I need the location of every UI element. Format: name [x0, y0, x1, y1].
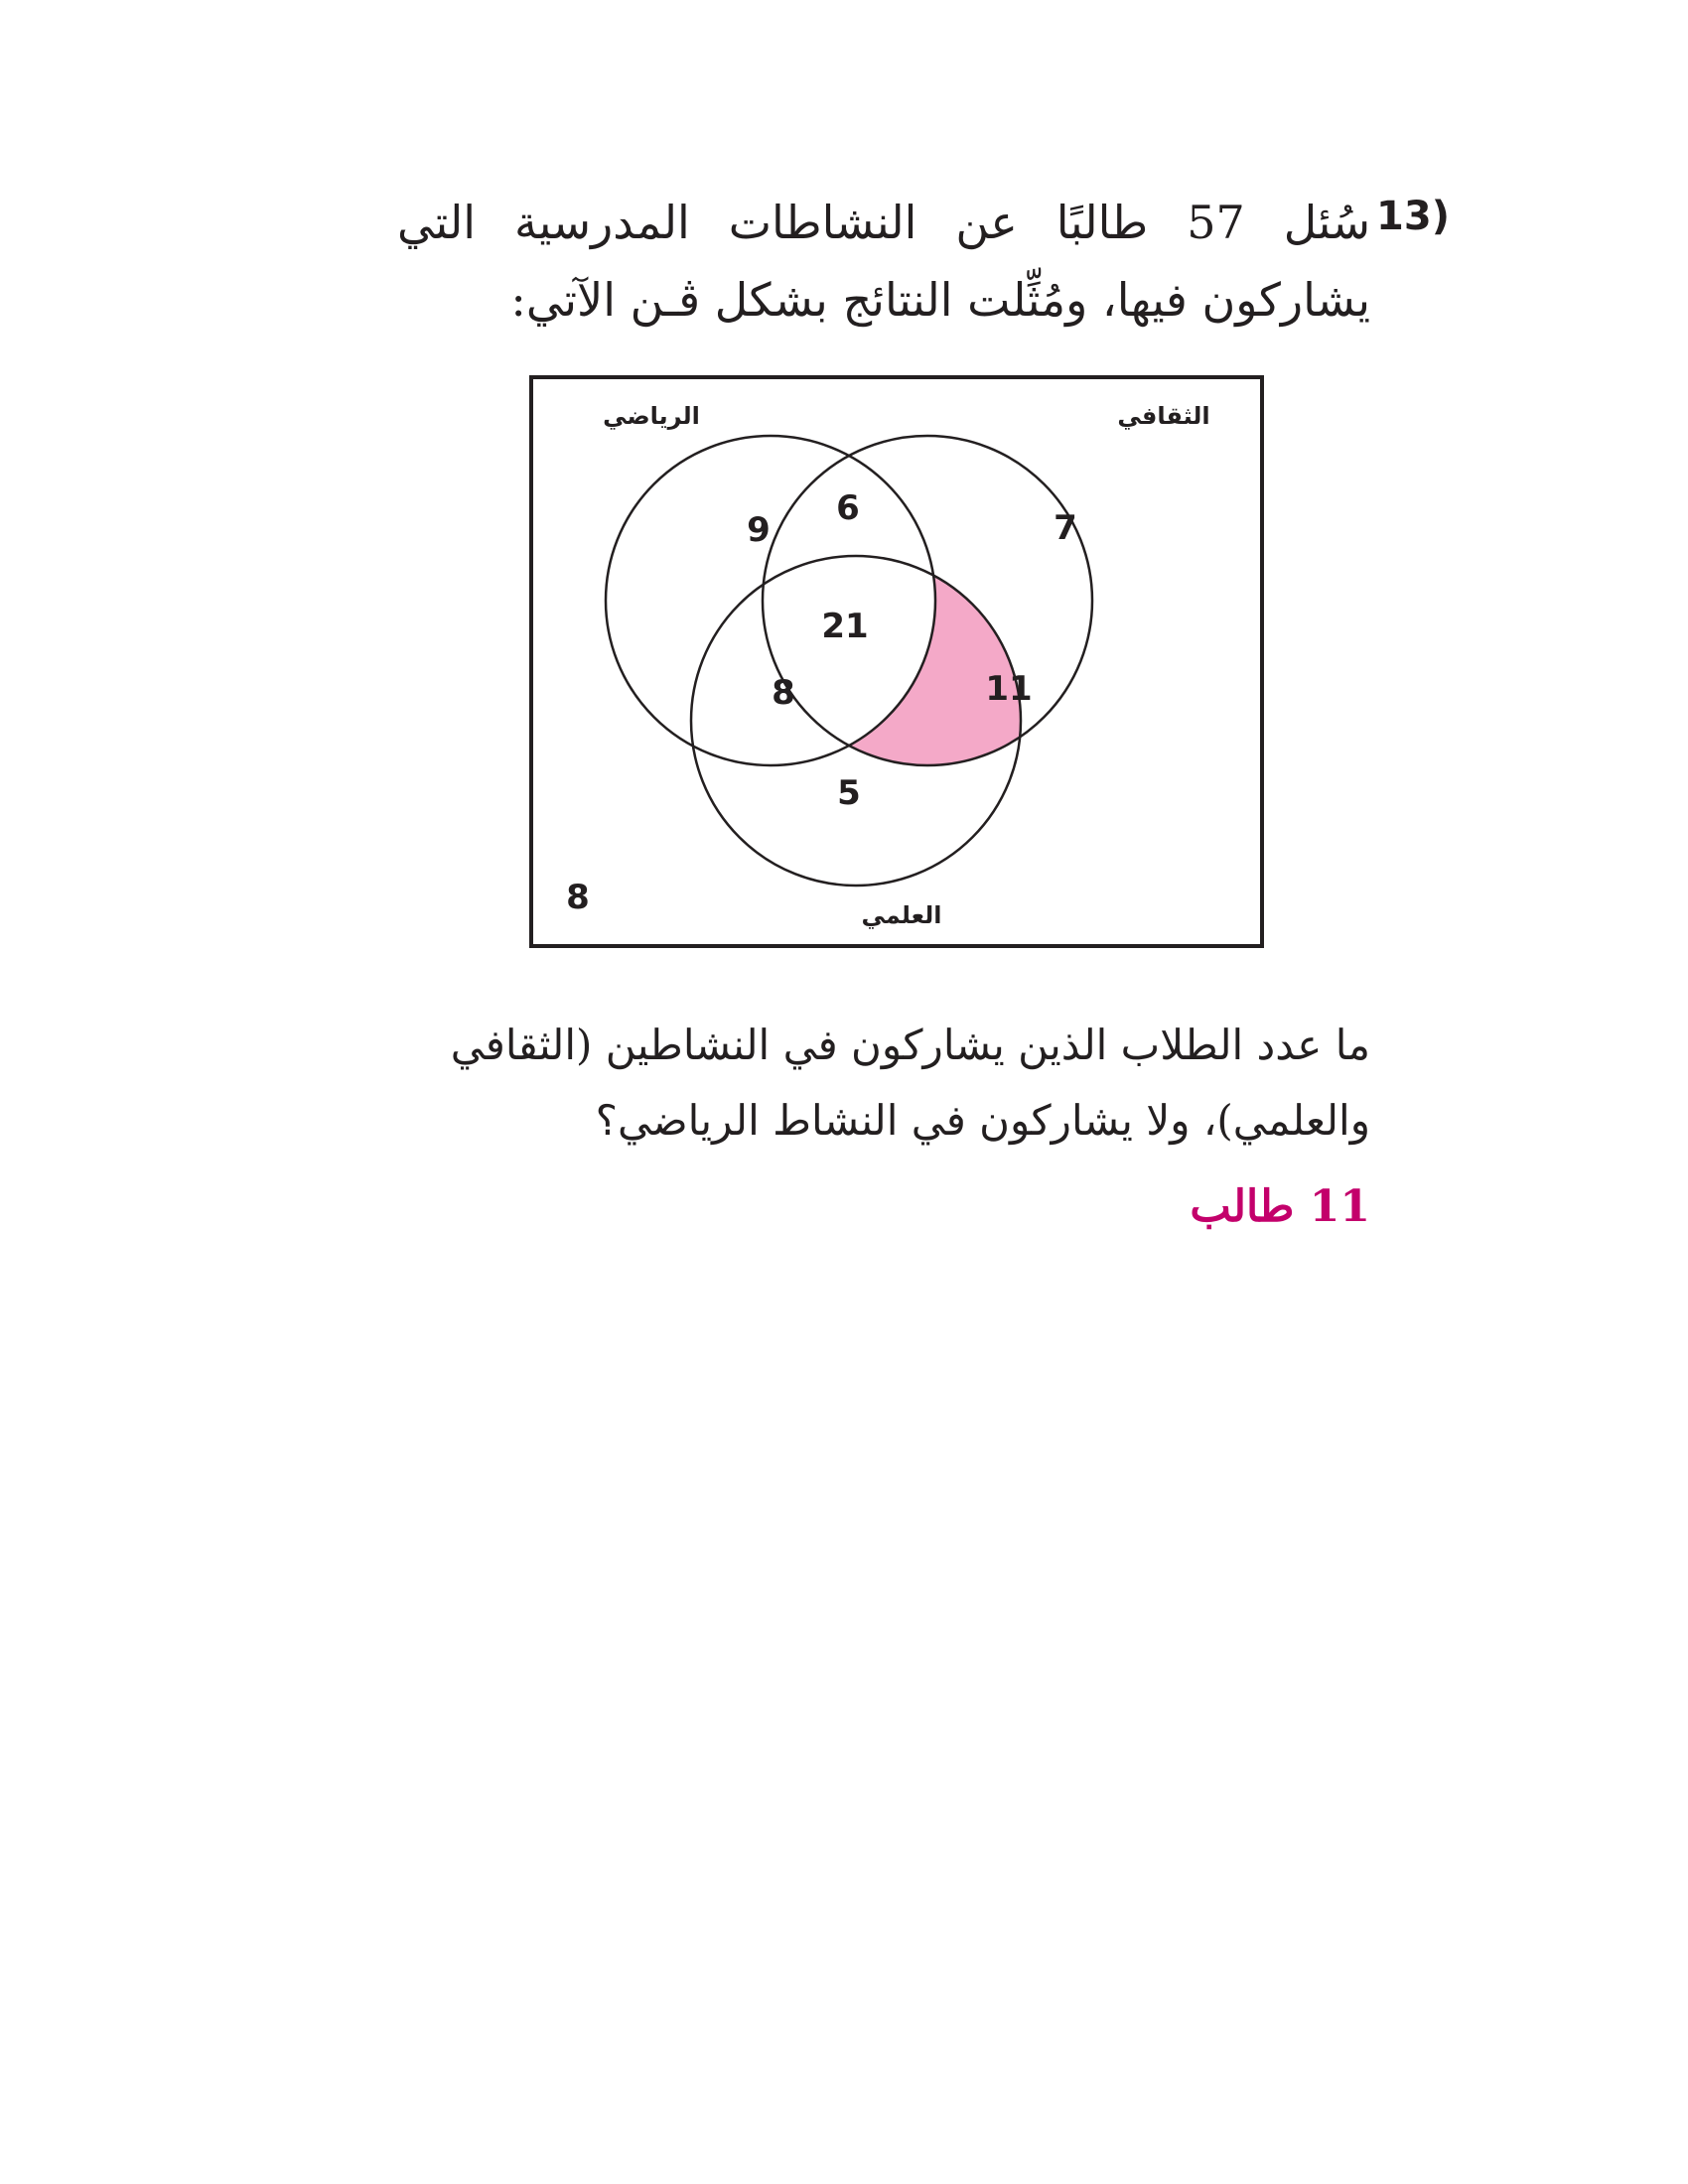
region-sports-cultural: 6 [836, 488, 860, 528]
region-cultural-science: 11 [985, 669, 1033, 709]
set-label-sports: الرياضي [603, 402, 700, 430]
question-block [397, 184, 1450, 352]
region-sports-only: 9 [747, 510, 771, 550]
set-label-science: العلمي [861, 901, 942, 929]
sub-question-text: ما عدد الطلاب الذين يشاركون في النشاطين (الثقافي والعلمي)، ولا يشاركون في النشاط الرياضي؟ [450, 1021, 1370, 1145]
set-label-cultural: الثقافي [1117, 402, 1210, 430]
venn-diagram [528, 374, 1265, 949]
region-all-three: 21 [821, 607, 869, 646]
question-text: سُئل 57 طالبًا عن النشاطات المدرسية التي يشاركون فيها، ومُثِّلت النتائج بشكل ڤـن الآتي: [397, 196, 1370, 327]
region-cultural-only: 7 [1054, 508, 1077, 548]
question-number: 13) [1376, 194, 1450, 239]
region-outside: 8 [566, 878, 590, 917]
region-sports-science: 8 [772, 673, 795, 713]
region-science-only: 5 [837, 773, 861, 813]
answer-text: 11 طالب [1190, 1181, 1370, 1232]
